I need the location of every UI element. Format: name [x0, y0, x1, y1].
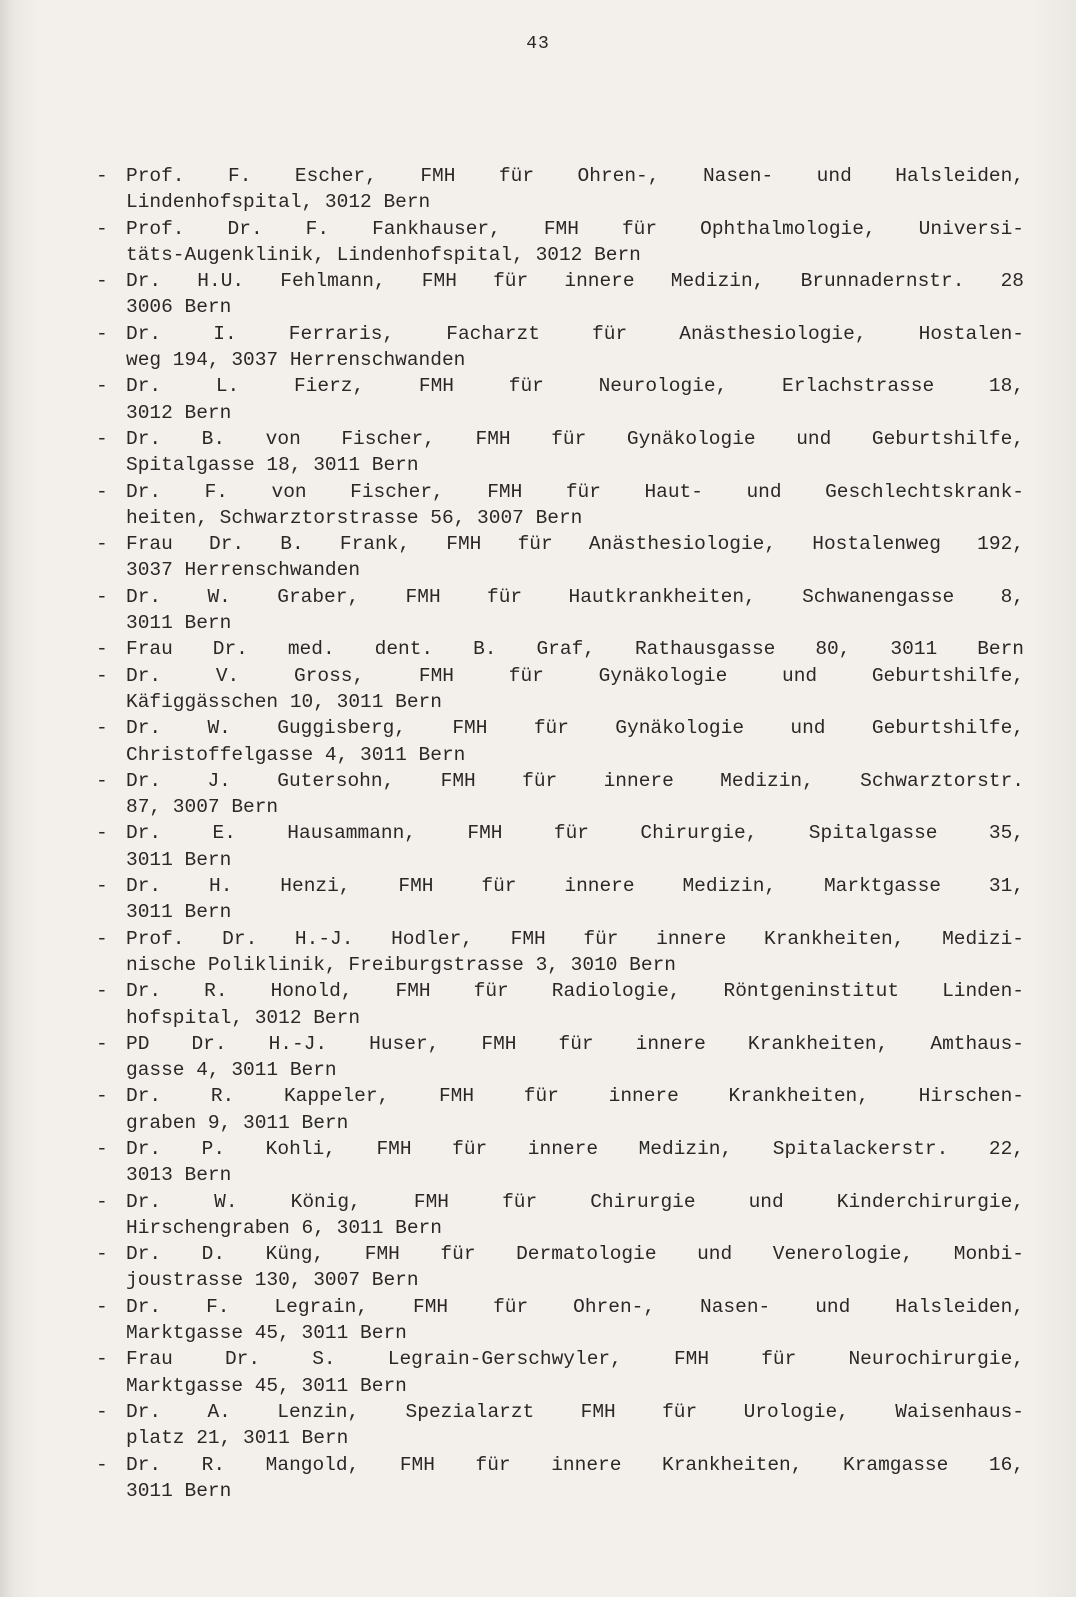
- entry-line: joustrasse 130, 3007 Bern: [126, 1269, 419, 1292]
- entry-line: Prof. F. Escher, FMH für Ohren-, Nasen- und Halsleiden,: [126, 165, 1024, 187]
- entry-line: Dr. J. Gutersohn, FMH für innere Medizin, Schwarztorstr.: [126, 769, 1024, 792]
- entry-line: graben 9, 3011 Bern: [126, 1111, 349, 1134]
- list-bullet-dash: -: [96, 927, 108, 950]
- entry-line: Dr. P. Kohli, FMH für innere Medizin, Spitalackerstr. 22,: [126, 1137, 1024, 1160]
- list-bullet-dash: -: [96, 1085, 108, 1108]
- list-item: [96, 1083, 1024, 1136]
- entry-line: 3013 Bern: [126, 1164, 232, 1187]
- entry-line: Dr. F. von Fischer, FMH für Haut- und Geschlechtskrank-: [126, 480, 1024, 503]
- list-item: [96, 216, 1024, 269]
- list-item: [96, 1294, 1024, 1347]
- entry-line: Dr. H.U. Fehlmann, FMH für innere Medizin, Brunnadernstr. 28: [126, 270, 1024, 293]
- entry-line: hofspital, 3012 Bern: [126, 1006, 361, 1029]
- list-item: [96, 926, 1024, 979]
- list-bullet-dash: -: [96, 1348, 108, 1371]
- entry-line: Dr. R. Honold, FMH für Radiologie, Röntgeninstitut Linden-: [126, 980, 1024, 1003]
- list-item: [96, 1136, 1024, 1189]
- entry-line: Dr. E. Hausammann, FMH für Chirurgie, Spitalgasse 35,: [126, 822, 1024, 845]
- list-bullet-dash: -: [96, 769, 108, 792]
- list-item: [96, 321, 1024, 374]
- list-item: [96, 268, 1024, 321]
- entry-line: Dr. H. Henzi, FMH für innere Medizin, Marktgasse 31,: [126, 875, 1024, 898]
- list-bullet-dash: -: [96, 980, 108, 1003]
- entry-line: Prof. Dr. F. Fankhauser, FMH für Ophthalmologie, Universi-: [126, 217, 1024, 240]
- entry-line: Dr. L. Fierz, FMH für Neurologie, Erlachstrasse 18,: [126, 375, 1024, 398]
- entry-line: Spitalgasse 18, 3011 Bern: [126, 454, 419, 477]
- list-bullet-dash: -: [96, 217, 108, 240]
- entry-line: Marktgasse 45, 3011 Bern: [126, 1322, 407, 1345]
- list-bullet-dash: -: [96, 875, 108, 898]
- list-bullet-dash: -: [96, 822, 108, 845]
- entry-line: 3011 Bern: [126, 1479, 232, 1502]
- list-bullet-dash: -: [96, 1032, 108, 1055]
- physician-list: [96, 163, 1024, 1504]
- entry-line: Christoffelgasse 4, 3011 Bern: [126, 743, 466, 766]
- entry-line: Dr. W. Graber, FMH für Hautkrankheiten, Schwanengasse 8,: [126, 585, 1024, 608]
- entry-line: 3011 Bern: [126, 901, 232, 924]
- list-item: [96, 479, 1024, 532]
- entry-line: Dr. F. Legrain, FMH für Ohren-, Nasen- und Halsleiden,: [126, 1295, 1024, 1318]
- entry-line: weg 194, 3037 Herrenschwanden: [126, 349, 466, 372]
- entry-line: Hirschengraben 6, 3011 Bern: [126, 1216, 442, 1239]
- entry-line: PD Dr. H.-J. Huser, FMH für innere Krankheiten, Amthaus-: [126, 1032, 1024, 1055]
- entry-line: nische Poliklinik, Freiburgstrasse 3, 3010 Bern: [126, 953, 676, 976]
- list-bullet-dash: -: [96, 480, 108, 503]
- list-item: [96, 373, 1024, 426]
- entry-line: Prof. Dr. H.-J. Hodler, FMH für innere Krankheiten, Medizi-: [126, 927, 1024, 950]
- entry-line: Frau Dr. B. Frank, FMH für Anästhesiologie, Hostalenweg 192,: [126, 533, 1024, 556]
- list-item: [96, 584, 1024, 637]
- entry-line: 3012 Bern: [126, 401, 232, 424]
- entry-line: Dr. W. König, FMH für Chirurgie und Kinderchirurgie,: [126, 1190, 1024, 1213]
- list-bullet-dash: -: [96, 1190, 108, 1213]
- entry-line: Dr. A. Lenzin, Spezialarzt FMH für Urologie, Waisenhaus-: [126, 1400, 1024, 1423]
- page-number: 43: [526, 34, 550, 54]
- list-bullet-dash: -: [96, 375, 108, 398]
- list-item: [96, 1452, 1024, 1505]
- list-item: [96, 1189, 1024, 1242]
- list-item: [96, 768, 1024, 821]
- entry-line: Käfiggässchen 10, 3011 Bern: [126, 690, 442, 713]
- list-item: [96, 426, 1024, 479]
- list-item: [96, 531, 1024, 584]
- entry-line: Dr. I. Ferraris, Facharzt für Anästhesiologie, Hostalen-: [126, 322, 1024, 345]
- entry-line: Dr. W. Guggisberg, FMH für Gynäkologie und Geburtshilfe,: [126, 717, 1024, 740]
- list-item: [96, 1031, 1024, 1084]
- list-item: [96, 1399, 1024, 1452]
- entry-line: Frau Dr. med. dent. B. Graf, Rathausgasse 80, 3011 Bern: [126, 638, 1024, 661]
- list-bullet-dash: -: [96, 533, 108, 556]
- entry-line: täts-Augenklinik, Lindenhofspital, 3012 Bern: [126, 243, 641, 266]
- list-bullet-dash: -: [96, 270, 108, 293]
- list-item: [96, 1241, 1024, 1294]
- list-item: [96, 820, 1024, 873]
- list-item: [96, 636, 1024, 662]
- list-bullet-dash: -: [96, 664, 108, 687]
- list-bullet-dash: -: [96, 1453, 108, 1476]
- list-item: [96, 978, 1024, 1031]
- entry-line: 3006 Bern: [126, 296, 232, 319]
- list-bullet-dash: -: [96, 165, 108, 187]
- entry-line: Dr. R. Kappeler, FMH für innere Krankheiten, Hirschen-: [126, 1085, 1024, 1108]
- list-bullet-dash: -: [96, 717, 108, 740]
- entry-line: 3037 Herrenschwanden: [126, 559, 361, 582]
- entry-line: heiten, Schwarztorstrasse 56, 3007 Bern: [126, 506, 583, 529]
- list-bullet-dash: -: [96, 1295, 108, 1318]
- list-item: [96, 163, 1024, 216]
- list-bullet-dash: -: [96, 1400, 108, 1423]
- entry-line: Dr. D. Küng, FMH für Dermatologie und Venerologie, Monbi-: [126, 1243, 1024, 1266]
- entry-line: Dr. B. von Fischer, FMH für Gynäkologie und Geburtshilfe,: [126, 427, 1024, 450]
- entry-line: Frau Dr. S. Legrain-Gerschwyler, FMH für Neurochirurgie,: [126, 1348, 1024, 1371]
- list-bullet-dash: -: [96, 638, 108, 661]
- list-bullet-dash: -: [96, 1137, 108, 1160]
- entry-line: 87, 3007 Bern: [126, 796, 279, 819]
- list-item: [96, 715, 1024, 768]
- entry-line: Dr. R. Mangold, FMH für innere Krankheiten, Kramgasse 16,: [126, 1453, 1024, 1476]
- entry-line: Marktgasse 45, 3011 Bern: [126, 1374, 407, 1397]
- list-item: [96, 1346, 1024, 1399]
- entry-line: Lindenhofspital, 3012 Bern: [126, 191, 431, 214]
- list-bullet-dash: -: [96, 427, 108, 450]
- list-item: [96, 873, 1024, 926]
- entry-line: platz 21, 3011 Bern: [126, 1427, 349, 1450]
- list-bullet-dash: -: [96, 322, 108, 345]
- entry-line: 3011 Bern: [126, 848, 232, 871]
- entry-line: Dr. V. Gross, FMH für Gynäkologie und Geburtshilfe,: [126, 664, 1024, 687]
- list-item: [96, 663, 1024, 716]
- entry-line: 3011 Bern: [126, 612, 232, 635]
- entry-line: gasse 4, 3011 Bern: [126, 1059, 337, 1082]
- list-bullet-dash: -: [96, 1243, 108, 1266]
- list-bullet-dash: -: [96, 585, 108, 608]
